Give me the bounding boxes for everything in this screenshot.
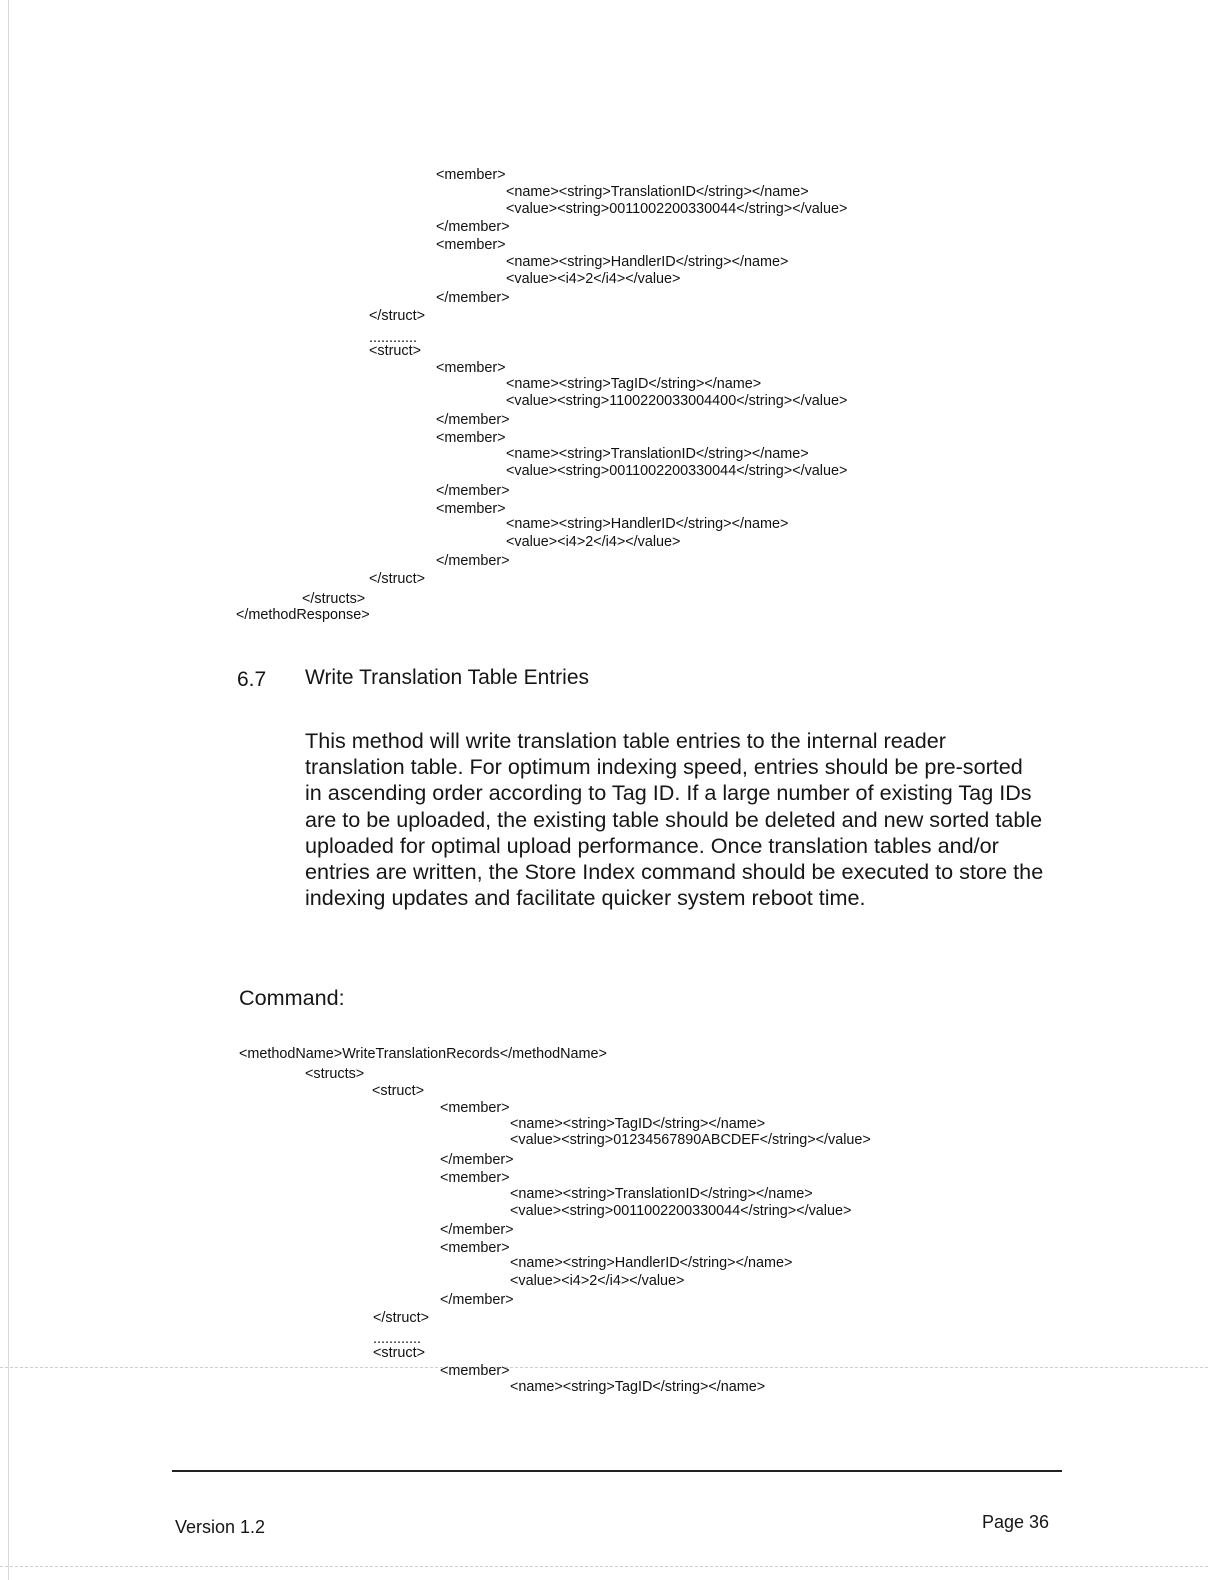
response-code-line: </struct>: [369, 571, 425, 587]
response-code-line: <member>: [436, 360, 506, 376]
command-code-line: <struct>: [373, 1345, 425, 1361]
scan-artifact-line: [0, 1367, 1208, 1368]
response-code-line: </methodResponse>: [236, 607, 370, 623]
response-code-line: <member>: [436, 237, 506, 253]
command-code-line: </member>: [440, 1222, 514, 1238]
response-code-line: <value><i4>2</i4></value>: [506, 271, 681, 287]
response-code-line: </member>: [436, 553, 510, 569]
response-code-line: <member>: [436, 167, 506, 183]
command-code-line: <name><string>HandlerID</string></name>: [510, 1255, 793, 1271]
response-code-line: </member>: [436, 483, 510, 499]
section-number: 6.7: [237, 668, 267, 691]
response-code-line: <struct>: [369, 343, 421, 359]
command-code-line: </member>: [440, 1152, 514, 1168]
response-code-line: <name><string>TranslationID</string></name>: [506, 446, 809, 462]
command-code-line: ............: [373, 1331, 421, 1347]
footer-page-number: Page 36: [982, 1512, 1050, 1532]
response-code-line: </member>: [436, 412, 510, 428]
command-code-line: <member>: [440, 1170, 510, 1186]
footer-divider: [172, 1470, 1062, 1472]
response-code-line: </struct>: [369, 308, 425, 324]
response-code-line: </member>: [436, 290, 510, 306]
response-code-line: <value><string>0011002200330044</string></value>: [506, 463, 848, 479]
response-code-line: <member>: [436, 430, 506, 446]
command-label: Command:: [239, 985, 345, 1010]
command-code-line: <member>: [440, 1363, 510, 1379]
command-code-line: <name><string>TranslationID</string></name>: [510, 1186, 813, 1202]
command-code-line: <methodName>WriteTranslationRecords</methodName>: [239, 1046, 607, 1062]
section-description: This method will write translation table entries to the internal reader translation table. For optimum indexing speed, entries should be pre-sorted in ascending order according to Tag ID. If a large number of existing Tag IDs are to be uploaded, the existing table should be deleted and new sorted table uploaded for optimal upload performance. Once translation tables and/or entries are written, the Store Index command should be executed to store the indexing updates and facilitate quicker system reboot time.: [305, 728, 1044, 911]
command-code-line: <struct>: [372, 1083, 424, 1099]
command-code-line: <value><i4>2</i4></value>: [510, 1273, 685, 1289]
response-code-line: <name><string>HandlerID</string></name>: [506, 254, 789, 270]
command-code-line: <name><string>TagID</string></name>: [510, 1116, 766, 1132]
command-code-line: </member>: [440, 1292, 514, 1308]
response-code-line: <name><string>TranslationID</string></name>: [506, 184, 809, 200]
response-code-line: <member>: [436, 501, 506, 517]
response-code-line: <value><i4>2</i4></value>: [506, 534, 681, 550]
command-code-line: <value><string>01234567890ABCDEF</string></value>: [510, 1132, 871, 1148]
response-code-line: <value><string>1100220033004400</string></value>: [506, 393, 848, 409]
section-title: Write Translation Table Entries: [305, 666, 590, 689]
command-code-line: <structs>: [305, 1066, 365, 1082]
command-code-line: <name><string>TagID</string></name>: [510, 1379, 766, 1395]
response-code-line: </structs>: [302, 591, 366, 607]
command-code-line: <value><string>0011002200330044</string></value>: [510, 1203, 852, 1219]
command-code-line: <member>: [440, 1100, 510, 1116]
command-code-line: </struct>: [373, 1310, 429, 1326]
footer-version: Version 1.2: [175, 1517, 266, 1537]
command-code-line: <member>: [440, 1240, 510, 1256]
response-code-line: <name><string>HandlerID</string></name>: [506, 516, 789, 532]
response-code-line: </member>: [436, 219, 510, 235]
response-code-line: ............: [369, 330, 417, 346]
scan-page-edge: [8, 0, 9, 1580]
response-code-line: <name><string>TagID</string></name>: [506, 376, 762, 392]
response-code-line: <value><string>0011002200330044</string></value>: [506, 201, 848, 217]
scan-artifact-line: [0, 1566, 1208, 1567]
